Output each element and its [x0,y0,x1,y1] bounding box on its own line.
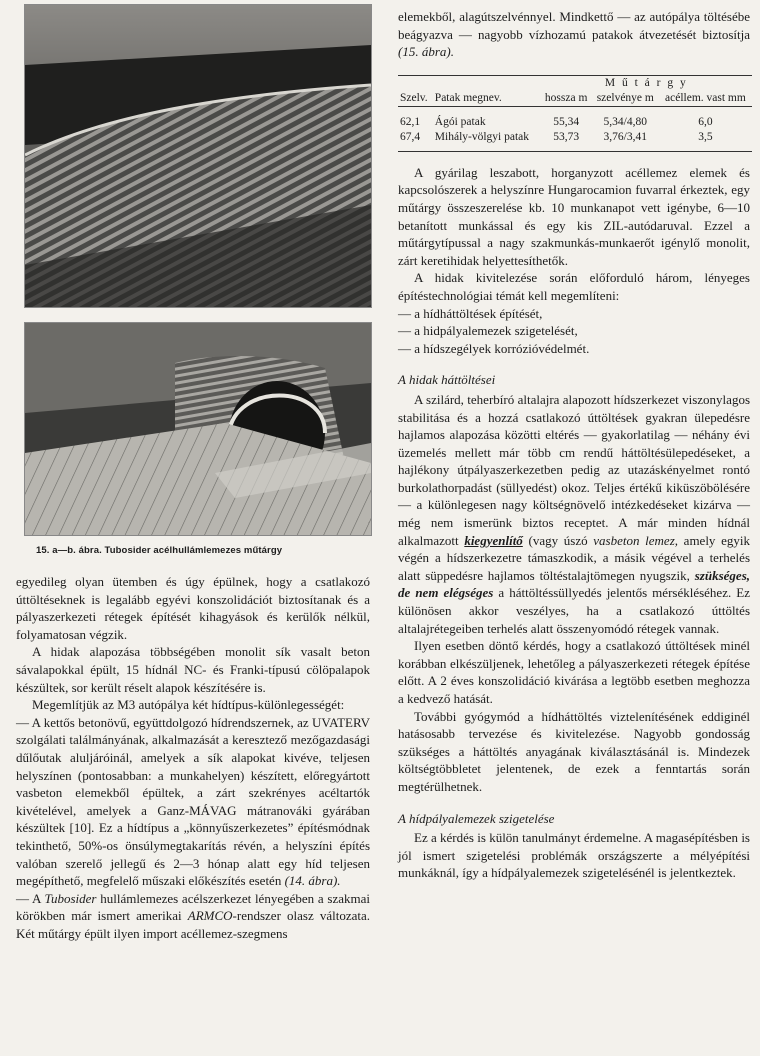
cell: 3,5 [698,130,713,143]
item2-dash: — A [16,890,41,906]
cell: 67,4 [400,130,421,143]
cell: 55,34 [553,115,580,128]
th-patak: Patak megnev. [434,91,502,104]
list-item-tubosider [16,890,370,943]
cell: 3,76/3,41 [603,130,647,143]
figure-14-ref: (14. ábra). [284,873,341,889]
culvert-table [398,75,752,152]
cell: 6,0 [698,115,713,128]
figure-15a-photo [24,4,372,308]
table-header-row [398,91,752,107]
section-heading-backfill: A hidak háttöltései [398,372,496,388]
th-hossza: hossza m [544,91,588,104]
paragraph-foundation: A hidak alapozása többségében monolit sík vasalt beton sávalapokkal épült, 15 hídnál NC- és Franki-típusú cölöpalapok készültek, sor került réselt alapok készítésére is. [16,644,370,695]
paragraph-insulation: Ez a kérdés is külön tanulmányt érdemelne. A magasépítésben is jól ismert szigetelési problémák országszerte a mélyépítési munkáknál, így a hídpályalemezek szigetelésénél is jelentkeztek. [398,830,750,881]
list-item-twin-concrete-bridge [16,714,370,890]
paragraph-tasks: A hidak kivitelezése során előforduló három, lényeges építéstechnológiai témát kell megemlíteni: [398,270,750,303]
paragraph-intro: Megemlítjük az M3 autópálya két hídtípus-különlegességét: [32,697,345,713]
cell: Ágói patak [434,115,486,128]
paragraph-backfill-2: Ilyen esetben döntő kérdés, hogy a csatlakozó úttöltések minél korábban elkészüljenek, lehetőleg a pályaszerkezeti rétegek építése előtt. A 2 éves konszolidáció kivárása a legtöbb esetben meghozza a kedvező hatását. [398,638,750,706]
task-item: — a hídháttöltések építését, [398,305,543,321]
cell: Mihály-völgyi patak [434,130,530,143]
bf1-text-c: amely egyik végén a hídszerkezetre támaszkodik, a másik végével a terhelés alatt süppedésre hajlamos töltéstalajtömegen nyugszik, [398,532,750,583]
paragraph-factory: A gyárilag leszabott, horganyzott acéllemez elemek és kapcsolószerek a helyszínre Hungarocamion fuvarral érkeztek, egy műtárgy összeszerelése kb. 10 munkanapot vett igénybe, 6—10 betanított munkással és egy kis ZIL-autódaruval. Ezzel a műtárgytípussal a nagy szakmunkás-munkaerőt igénylő monolit, zárt keretihidak helyettesíthetők. [398,164,750,268]
cell: 62,1 [400,115,421,128]
figure-15b-photo [24,322,372,536]
paragraph-top [398,8,750,61]
armco-term: ARMCO [187,908,233,924]
table-row [398,106,752,130]
paragraph-continuation: egyedileg olyan ütemben és úgy épülnek, hogy a csatlakozó úttöltéseknek is legalább egyévi konszolidációt biztosítanak és a pályaszerkezeti rétegek építését kihagyások és kerülők nélkül, folyamatosan végzik. [16,574,370,642]
item2-text: hullámlemezes acélszerkezet lényegében a szakmai körökben már ismert amerikai [16,890,370,924]
table-group-header: M ű t á r g y [604,76,688,89]
paragraph-backfill-1 [398,391,750,637]
top-text: elemekből, alagútszelvénnyel. Mindkettő — az autópálya töltésébe beágyazva — nagyobb vízhozamú patakok átvezetését biztosítja [398,9,750,42]
task-item: — a hidpályalemezek szigetelését, [398,323,578,339]
keyword-vasbeton-lemez: vasbeton lemez, [593,532,678,548]
bf1-text-d: a háttöltéssüllyedés jelentős mérsékléséhez. Ez különösen akkor veszélyes, ha a csatlakozó úttöltés altalajrétegeiben terhelés alatt összenyomódó rétegek vannak. [398,585,750,636]
figure-caption: 15. a—b. ábra. Tubosider acélhullámlemezes műtárgy [36,545,283,556]
cell: 5,34/4,80 [603,115,647,128]
figure-15-ref: (15. ábra). [398,44,454,60]
tubosider-term: Tubosider [44,890,97,906]
task-item: — a hídszegélyek korrózióvédelmét. [398,340,590,356]
th-szelv: Szelv. [400,91,428,104]
keyword-szukseges: szükséges, de nem elégséges [398,567,751,601]
item2-text-end: -rendszer olasz változata. Két műtárgy épült ilyen import acéllemez-szegmens [16,908,371,941]
table-row [398,130,752,152]
bf1-text: A szilárd, teherbíró altalajra alapozott hídszerkezet viszonylagos stabilitása és a hozzá csatlakozó úttöltések gyakran ülepedésre hajlamos alapozása közötti eltérés — gyakorlatilag — néhány évi üzemelés mellett már több cm rendű háttöltésülepedéseket, a hajlékony útpályaszerkezetben pedig az utazáskényelmet rontó burkolathorpadást (süllyedést) okoz. Teljes értékű kiküszöbölésére — a különlegesen nagy költségnövelő intézkedéseket kizárva — még nem ismerünk biztos receptet. A már minden hídnál alkalmazott [398,391,750,548]
section-heading-insulation: A hídpályalemezek szigetelése [398,810,555,826]
item1-text: — A kettős betonövű, együttdolgozó hídrendszernek, az UVATERV szolgálati találmányának, alkalmazását a keresztező mezőgazdasági dűlőutak aluljáróinál, amelyek a sík alapokat kivéve, teljesen helyszínen (pontosabban: a munkahelyen) készített, előregyártott vasbeton elemekből épültek, a zárt szekrényes acéltartók kivételével, amelyek a Ganz-MÁVAG mátranováki gyárában készültek [10]. Ez a hídtípus a „könnyűszerkezetes” építésmódnak tekinthető, 50%-os önsúlymegtakarítás révén, a helyszíni építés valóban szerelő jellegű és 2—3 hónap alatt egy híd teljesen megépíthető, megfelelő műszaki előkészítés esetén [16,714,370,889]
left-text-column [16,573,370,942]
paragraph-backfill-3: További gyógymód a hídháttöltés viztelenítésének eddiginél hatásosabb tervezése és kivitelezése. Nagyobb gondosság szükséges a háttöltés anyagának kiválasztásánál is. Mindezek költségtöbbletet jelentenek, de ezek a fenntartás során megtérülhetnek. [398,708,750,794]
bf1-text-b: (vagy úszó [528,532,588,548]
right-text-column [398,8,750,882]
cell: 53,73 [553,130,580,143]
keyword-kiegyenlito: kiegyenlítő [464,532,523,548]
th-vastagsag: acéllem. vast mm [665,91,746,104]
th-szelvenye: szelvénye m [596,91,654,104]
